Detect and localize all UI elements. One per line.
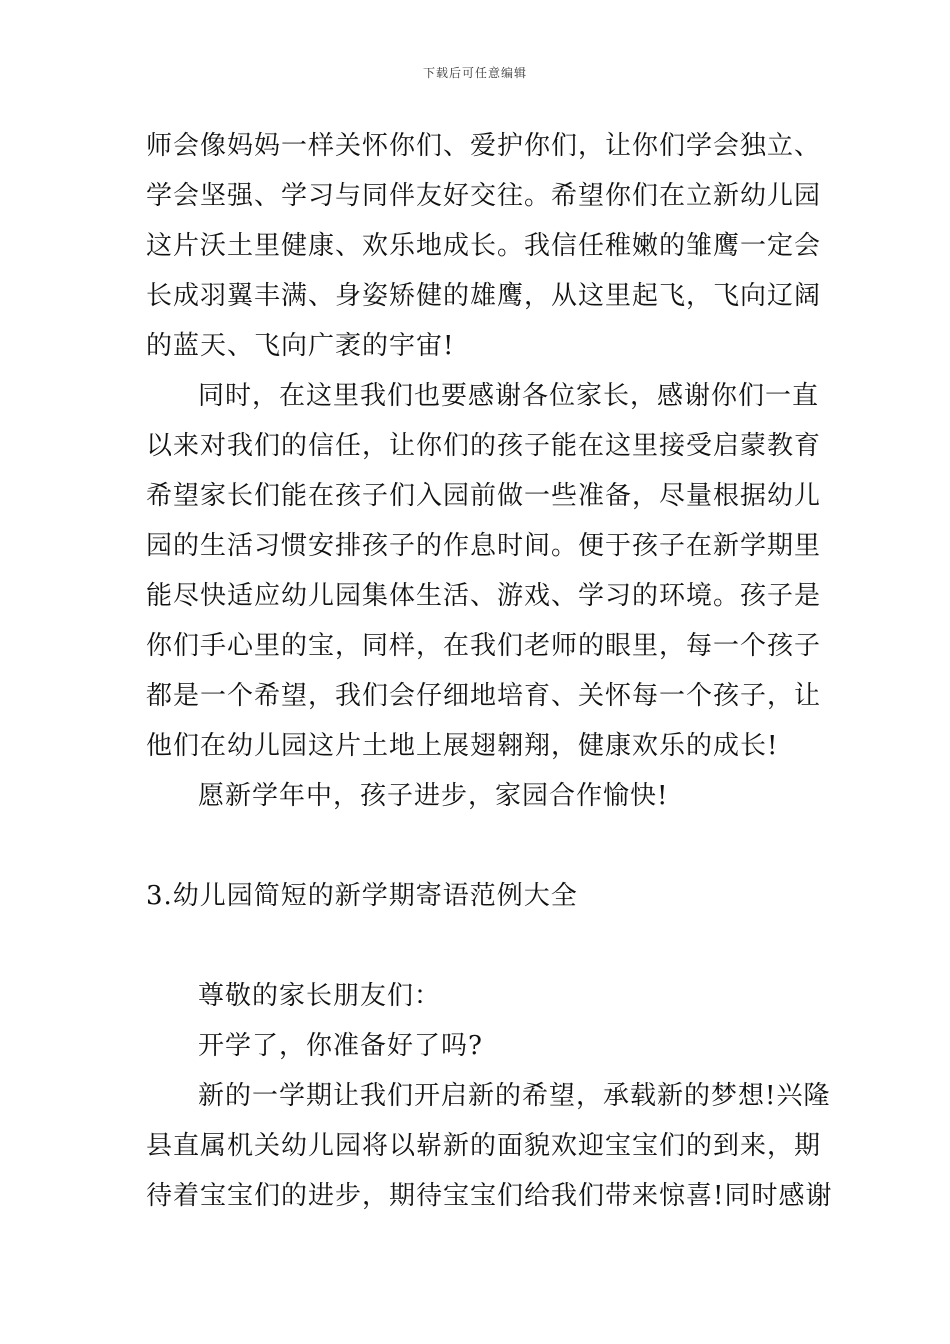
text-line: 你们手心里的宝，同样，在我们老师的眼里，每一个孩子: [146, 631, 822, 661]
text-line: 县直属机关幼儿园将以崭新的面貌欢迎宝宝们的到来，期: [146, 1131, 822, 1161]
text-line: 能尽快适应幼儿园集体生活、游戏、学习的环境。孩子是: [146, 581, 822, 611]
text-line: 长成羽翼丰满、身姿矫健的雄鹰，从这里起飞，飞向辽阔: [146, 281, 822, 311]
text-line: 愿新学年中，孩子进步，家园合作愉快!: [198, 781, 669, 811]
page-header: 下载后可任意编辑: [422, 66, 527, 80]
text-line: 园的生活习惯安排孩子的作息时间。便于孩子在新学期里: [146, 531, 822, 561]
text-line: 师会像妈妈一样关怀你们、爱护你们，让你们学会独立、: [146, 131, 822, 161]
text-line: 都是一个希望，我们会仔细地培育、关怀每一个孩子，让: [146, 681, 822, 711]
text-line: 希望家长们能在孩子们入园前做一些准备，尽量根据幼儿: [146, 481, 822, 511]
text-line: 的蓝天、飞向广袤的宇宙!: [146, 331, 455, 361]
text-line: 待着宝宝们的进步，期待宝宝们给我们带来惊喜!同时感谢: [146, 1181, 833, 1211]
text-line: 他们在幼儿园这片土地上展翅翱翔，健康欢乐的成长!: [146, 731, 779, 761]
text-line: 新的一学期让我们开启新的希望，承载新的梦想!兴隆: [198, 1081, 831, 1111]
text-line: 开学了，你准备好了吗?: [198, 1031, 483, 1061]
salutation: 尊敬的家长朋友们：: [198, 981, 442, 1011]
text-line: 同时，在这里我们也要感谢各位家长，感谢你们一直: [198, 381, 820, 411]
section-heading: 3.幼儿园简短的新学期寄语范例大全: [146, 881, 578, 911]
text-line: 以来对我们的信任，让你们的孩子能在这里接受启蒙教育: [146, 431, 822, 461]
text-line: 学会坚强、学习与同伴友好交往。希望你们在立新幼儿园: [146, 181, 822, 211]
text-line: 这片沃土里健康、欢乐地成长。我信任稚嫩的雏鹰一定会: [146, 231, 822, 261]
